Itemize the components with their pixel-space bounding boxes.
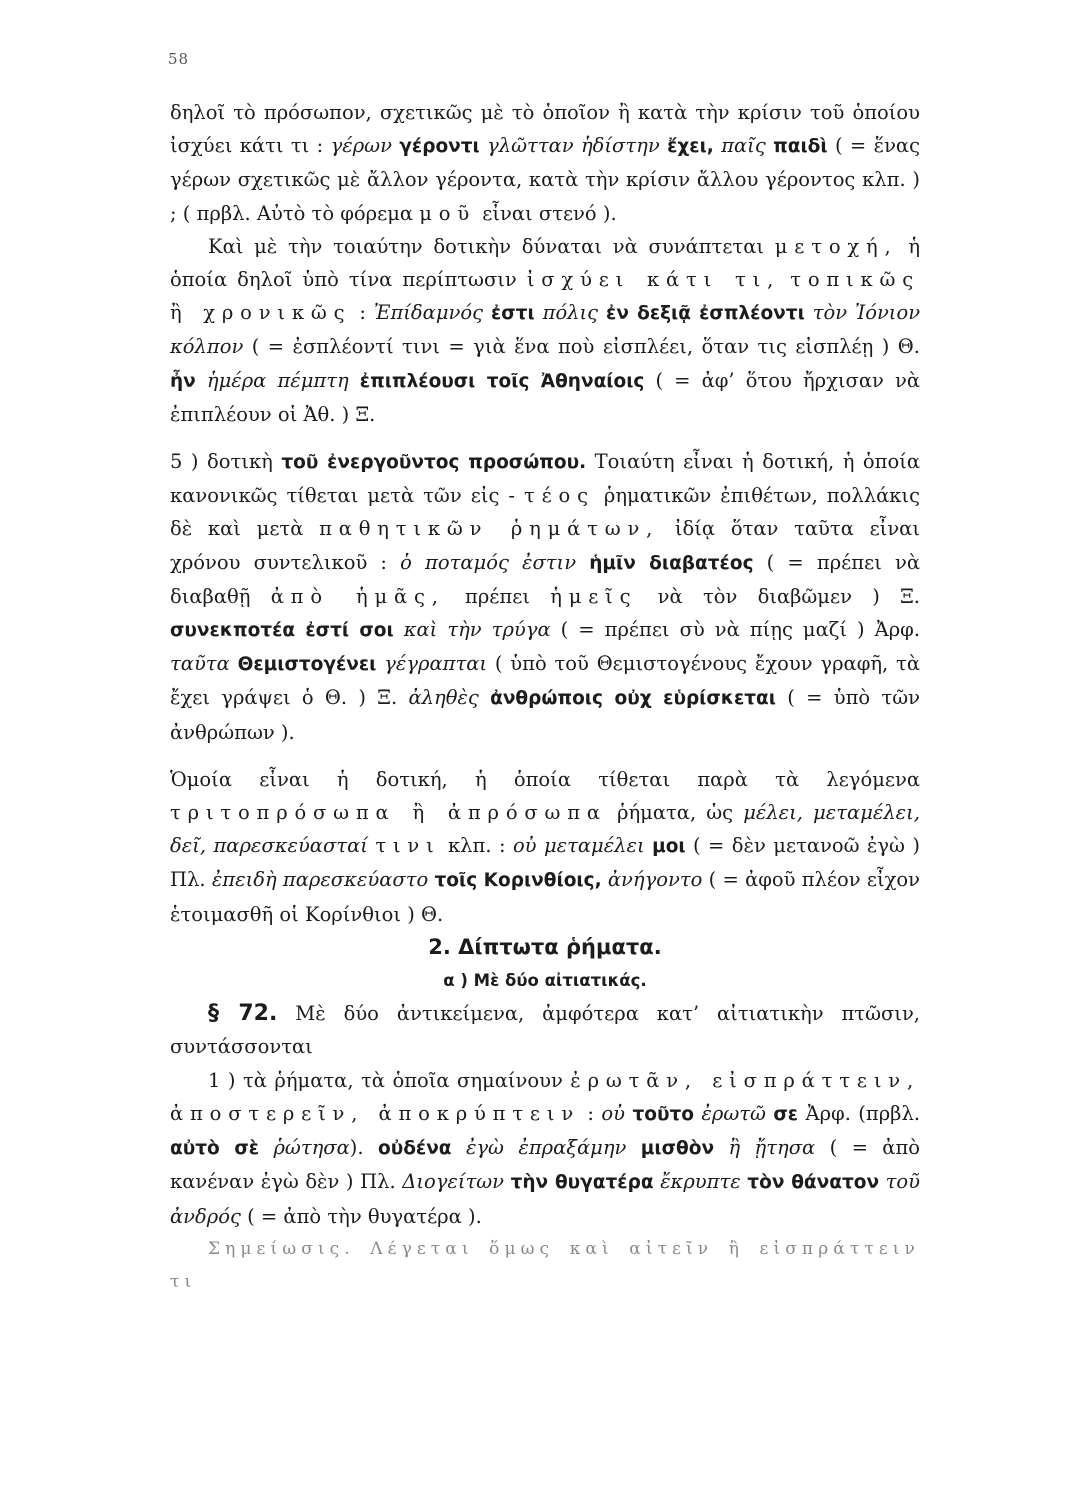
text-run: καὶ τὴν τρύγα <box>403 618 551 642</box>
text-run <box>805 301 813 324</box>
text-run: ἀνθρώποις οὐχ εὑρίσκεται <box>490 688 776 710</box>
text-run <box>259 1136 273 1159</box>
text-run: ( = δὲν μετανοῶ ἐγὼ ) Πλ. <box>170 834 920 892</box>
text-run: ἐν δεξιᾷ ἐσπλέοντι <box>606 303 805 325</box>
text-run: Καὶ μὲ τὴν τοιαύτην δοτικὴν δύναται νὰ συνάπτεται <box>208 234 775 258</box>
text-run: ῥήματα, ὡς <box>606 801 744 825</box>
text-run <box>598 301 606 324</box>
paragraph <box>170 1064 920 1233</box>
text-run: ( = ἀπὸ τὴν θυγατέρα ). <box>240 1204 482 1228</box>
text-run: ἰσχύει κάτι τι, <box>526 268 781 292</box>
text-run: γλῶτταν ἡδίστην <box>487 134 660 158</box>
text-run: ἐγὼ ἐπραξάμην <box>465 1136 627 1160</box>
text-run <box>660 134 667 157</box>
text-run: συνεκποτέα ἐστί σοι <box>170 620 394 642</box>
text-run: ἡ ὁποία δηλοῖ ὑπὸ τίνα περίπτωσιν <box>170 234 920 292</box>
section-mark: § 72. <box>208 1001 278 1027</box>
text-run: οὐ μεταμέλει <box>512 834 645 858</box>
text-run: οὐδένα <box>378 1138 452 1160</box>
text-run: μοι <box>652 836 686 858</box>
subsection-heading: α ) Μὲ δύο αἰτιατικάς. <box>443 971 647 991</box>
text-run: ἦν <box>170 370 196 392</box>
text-run: ἀπὸ ἡμᾶς, <box>270 584 445 608</box>
text-run: Ἐπίδαμνός <box>373 301 484 325</box>
text-run <box>394 618 404 641</box>
text-run: ( = ἀφοῦ πλέον εἶχον ἑτοιμασθῆ οἱ Κορίνθιοι ) Θ. <box>170 868 921 926</box>
text-run: μέλει, μεταμέλει, δεῖ, παρεσκεύασταί <box>170 801 920 858</box>
text-run: πρέπει <box>444 584 551 608</box>
text-run: Διογείτων <box>402 1170 505 1194</box>
text-run: ἐρωτᾶν, εἰσπράττειν, ἀποστερεῖν, ἀποκρύπτειν <box>170 1068 920 1125</box>
paragraph-runs <box>170 1002 920 1058</box>
text-run: ἀληθὲς <box>408 686 479 710</box>
text-run: εἶναι στενό ). <box>476 201 617 225</box>
text-run: ( = ἕνας γέρων σχετικῶς μὲ ἄλλον γέροντα, κατὰ τὴν κρίσιν ἄλλου γέροντος κλπ. ) ; ( πρβλ. Αὐτὸ τὸ φόρεμα <box>170 134 921 225</box>
text-run: ἡμῖν διαβατέος <box>589 552 754 574</box>
text-run <box>196 369 207 392</box>
text-run: 5 ) δοτικὴ <box>170 450 282 474</box>
text-run: παῖς <box>721 134 766 158</box>
text-run: ( = ἀφ’ ὅτου ἤρχισαν νὰ ἐπιπλέουν οἱ Ἀθ. ) Ξ. <box>170 368 921 426</box>
text-run: ( = ἀπὸ κανέναν ἐγὼ δὲν ) Πλ. <box>170 1136 921 1194</box>
text-run: Μὲ δύο ἀντικείμενα, ἀμφότερα κατ’ αἰτιατικὴν πτῶσιν, συντάσσονται <box>170 1002 920 1059</box>
text-run: ἡμεῖς <box>550 584 638 608</box>
text-run <box>766 134 773 157</box>
body-text <box>170 96 920 1299</box>
text-run: μετοχή, <box>774 234 898 258</box>
text-run: μοῦ <box>419 201 477 225</box>
text-run <box>714 1136 728 1159</box>
text-run <box>483 301 491 324</box>
paragraph <box>170 230 920 431</box>
text-run: ἐπιπλέουσι τοῖς Ἀθηναίοις <box>359 370 645 392</box>
text-run: Θεμιστογένει <box>237 654 377 676</box>
text-run: ῥηματικῶν ἐπιθέτων, πολλάκις δὲ καὶ μετὰ <box>170 484 920 541</box>
paragraph <box>170 997 920 1063</box>
text-run: τινι <box>375 834 441 858</box>
text-run: μισθὸν <box>640 1138 715 1160</box>
text-run: σε <box>773 1103 799 1125</box>
text-run: ἔκρυπτε <box>660 1170 741 1194</box>
paragraph <box>170 763 920 931</box>
text-run: τοῖς Κορινθίοις, <box>434 870 602 892</box>
text-run: Ἀρφ. (πρβλ. <box>798 1101 921 1125</box>
text-run: ( = πρέπει νὰ διαβαθῇ <box>170 550 920 608</box>
paragraph <box>170 445 920 749</box>
text-run: ταῦτα <box>170 652 230 676</box>
text-run: ἐρωτῶ <box>701 1101 766 1125</box>
text-run: τοῦτο <box>632 1103 694 1125</box>
text-run <box>535 301 543 324</box>
text-run <box>230 652 238 675</box>
text-run <box>479 686 490 709</box>
text-run: γέρων <box>330 134 392 158</box>
text-run: ὁ ποταμός ἐστιν <box>400 550 577 574</box>
text-run: ( = ὑπὸ τῶν ἀνθρώπων ). <box>170 686 920 744</box>
text-run: τὸν Ἰόνιον κόλπον <box>170 301 921 359</box>
text-run: : <box>580 1101 602 1125</box>
text-run: τριτοπρόσωπα ἢ ἀπρόσωπα <box>170 801 607 825</box>
text-run <box>576 551 589 574</box>
text-run: παιδὶ <box>773 136 828 158</box>
text-run: τὸν θάνατον <box>747 1172 880 1194</box>
text-run: αὐτὸ σὲ <box>170 1138 260 1160</box>
text-run: τὴν θυγατέρα <box>510 1172 654 1194</box>
text-run: τοῦ ἐνεργοῦντος προσώπου. <box>281 452 587 474</box>
text-run <box>645 834 652 857</box>
text-run: Ὁμοία εἶναι ἡ δοτική, ἡ ὁποία τίθεται παρὰ τὰ λεγόμενα <box>170 767 920 791</box>
text-run: νὰ τὸν διαβῶμεν ) Ξ. <box>637 584 920 608</box>
text-run: γέροντι <box>399 136 480 158</box>
paragraph <box>170 96 920 230</box>
text-run: κλπ. : <box>440 834 513 858</box>
text-run: ἔχει, <box>667 136 714 158</box>
text-run: 1 ) τὰ ῥήματα, τὰ ὁποῖα σημαίνουν <box>208 1068 571 1092</box>
text-run: τέος <box>524 484 595 508</box>
text-run: ( = ἐσπλέοντί τινι = γιὰ ἕνα ποὺ εἰσπλέει, ὅταν τις εἰσπλέῃ ) Θ. <box>243 335 920 359</box>
text-run: παθητικῶν ῥημάτων, <box>319 517 660 541</box>
text-run: ἡμέρα πέμπτη <box>206 368 349 392</box>
text-run: τοπικῶς ἢ χρονικῶς <box>170 268 920 325</box>
text-run: ἢ ᾔτησα <box>728 1136 816 1160</box>
text-run: οὐ <box>601 1101 626 1125</box>
text-run: ἐπειδὴ παρεσκεύαστο <box>211 868 429 892</box>
text-run: ἀνήγοντο <box>607 868 703 892</box>
page-number: 58 <box>168 50 190 68</box>
text-run <box>452 1136 466 1159</box>
text-run <box>780 268 790 291</box>
text-run: δηλοῖ τὸ πρόσωπον, σχετικῶς μὲ τὸ ὁποῖον ἢ κατὰ τὴν κρίσιν τοῦ ὁποίου ἰσχύει κάτι τι : <box>170 101 920 158</box>
section-heading: 2. Δίπτωτα ῥήματα. <box>428 934 662 959</box>
text-run: τοῦ ἀνδρός <box>170 1170 921 1228</box>
text-run: ). <box>349 1136 378 1160</box>
text-run: ἐστι <box>490 303 535 325</box>
text-run: ῥώτησα <box>273 1136 350 1160</box>
text-run: : <box>351 301 374 325</box>
note-line: Σημείωσις. Λέγεται ὅμως καὶ αἰτεῖν ἢ εἰσπράττειν τι <box>170 1238 920 1292</box>
text-run <box>349 369 360 392</box>
text-run: ἰδίᾳ ὅταν ταῦτα εἶναι χρόνου συντελικοῦ : <box>170 517 920 574</box>
text-run: ( ὑπὸ τοῦ Θεμιστογένους ἔχουν γραφῆ, τὰ ἔχει γράψει ὁ Θ. ) Ξ. <box>170 652 921 710</box>
text-run <box>626 1136 640 1159</box>
text-run: γέγραπται <box>384 652 488 676</box>
text-run: ( = πρέπει σὺ νὰ πίῃς μαζί ) Ἀρφ. <box>550 618 921 642</box>
text-run: Τοιαύτη εἶναι ἡ δοτική, ἡ ὁποία κανονικῶς τίθεται μετὰ τῶν εἰς - <box>170 450 921 508</box>
text-run: πόλις <box>542 301 599 325</box>
